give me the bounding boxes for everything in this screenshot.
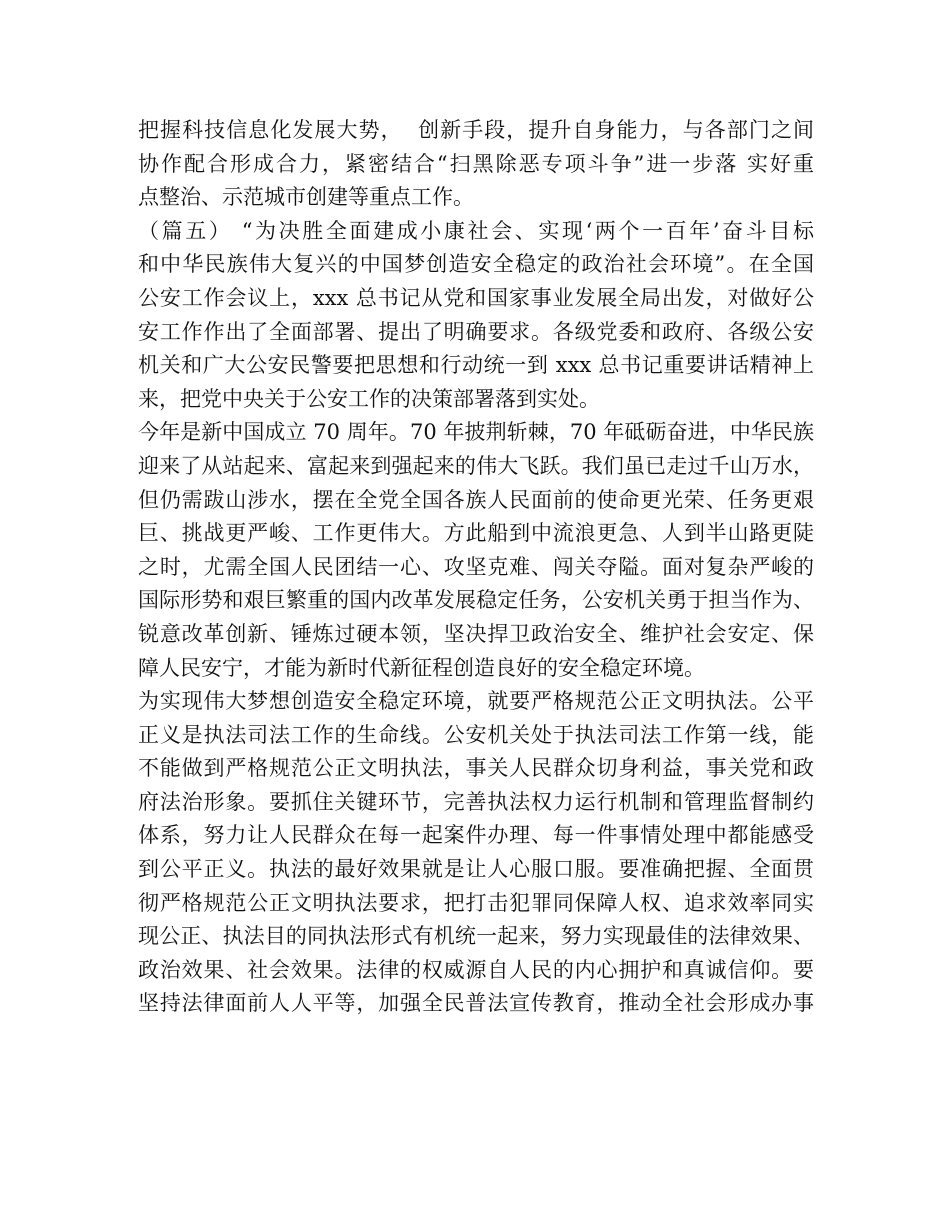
text-line: 来，把党中央关于公安工作的决策部署落到实处。 bbox=[138, 386, 600, 411]
text-line: 府法治形象。要抓住关键环节，完善执法权力运行机制和管理监督制约 bbox=[138, 789, 814, 814]
text-line: 之时，尤需全国人民团结一心、攻坚克难、闯关夺隘。面对复杂严峻的 bbox=[138, 554, 814, 579]
text-line: 今年是新中国成立 70 周年。70 年披荆斩棘，70 年砥砺奋进，中华民族 bbox=[138, 420, 814, 445]
text-line: 协作配合形成合力，紧密结合“扫黑除恶专项斗争”进一步落 实好重 bbox=[138, 151, 814, 176]
text-line: 现公正、执法目的同执法形式有机统一起来，努力实现最佳的法律效果、 bbox=[138, 924, 814, 949]
text-line: 迎来了从站起来、富起来到强起来的伟大飞跃。我们虽已走过千山万水， bbox=[138, 453, 814, 478]
text-line: （篇五） “为决胜全面建成小康社会、实现‘两个一百年’奋斗目标 bbox=[138, 218, 814, 243]
text-line: 把握科技信息化发展大势， 创新手段，提升自身能力，与各部门之间 bbox=[138, 118, 814, 142]
text-line: 到公平正义。执法的最好效果就是让人心服口服。要准确把握、全面贯 bbox=[138, 857, 814, 882]
document-body bbox=[138, 114, 814, 1021]
text-line: 彻严格规范公正文明执法要求，把打击犯罪同保障人权、追求效率同实 bbox=[138, 890, 814, 915]
text-line: 坚持法律面前人人平等，加强全民普法宣传教育，推动全社会形成办事 bbox=[138, 991, 814, 1016]
text-line: 点整治、示范城市创建等重点工作。 bbox=[138, 185, 474, 210]
text-line: 公安工作会议上，xxx 总书记从党和国家事业发展全局出发，对做好公 bbox=[138, 285, 814, 310]
text-line: 巨、挑战更严峻、工作更伟大。方此船到中流浪更急、人到半山路更陡 bbox=[138, 521, 814, 546]
text-line: 机关和广大公安民警要把思想和行动统一到 xxx 总书记重要讲话精神上 bbox=[138, 353, 814, 378]
text-line: 政治效果、社会效果。法律的权威源自人民的内心拥护和真诚信仰。要 bbox=[138, 957, 814, 982]
text-line: 国际形势和艰巨繁重的国内改革发展稳定任务，公安机关勇于担当作为、 bbox=[138, 588, 814, 613]
text-line: 障人民安宁，才能为新时代新征程创造良好的安全稳定环境。 bbox=[138, 655, 705, 680]
text-line: 体系，努力让人民群众在每一起案件办理、每一件事情处理中都能感受 bbox=[138, 823, 814, 848]
text-line: 锐意改革创新、锤炼过硬本领，坚决捍卫政治安全、维护社会安定、保 bbox=[138, 621, 814, 646]
text-line: 但仍需跋山涉水，摆在全党全国各族人民面前的使命更光荣、任务更艰 bbox=[138, 487, 814, 512]
text-line: 安工作作出了全面部署、提出了明确要求。各级党委和政府、各级公安 bbox=[138, 319, 814, 344]
text-line: 不能做到严格规范公正文明执法，事关人民群众切身利益，事关党和政 bbox=[138, 756, 814, 781]
text-line: 为实现伟大梦想创造安全稳定环境，就要严格规范公正文明执法。公平 bbox=[138, 689, 814, 714]
text-line: 正义是执法司法工作的生命线。公安机关处于执法司法工作第一线，能 bbox=[138, 722, 814, 747]
text-line: 和中华民族伟大复兴的中国梦创造安全稳定的政治社会环境”。在全国 bbox=[138, 252, 814, 277]
